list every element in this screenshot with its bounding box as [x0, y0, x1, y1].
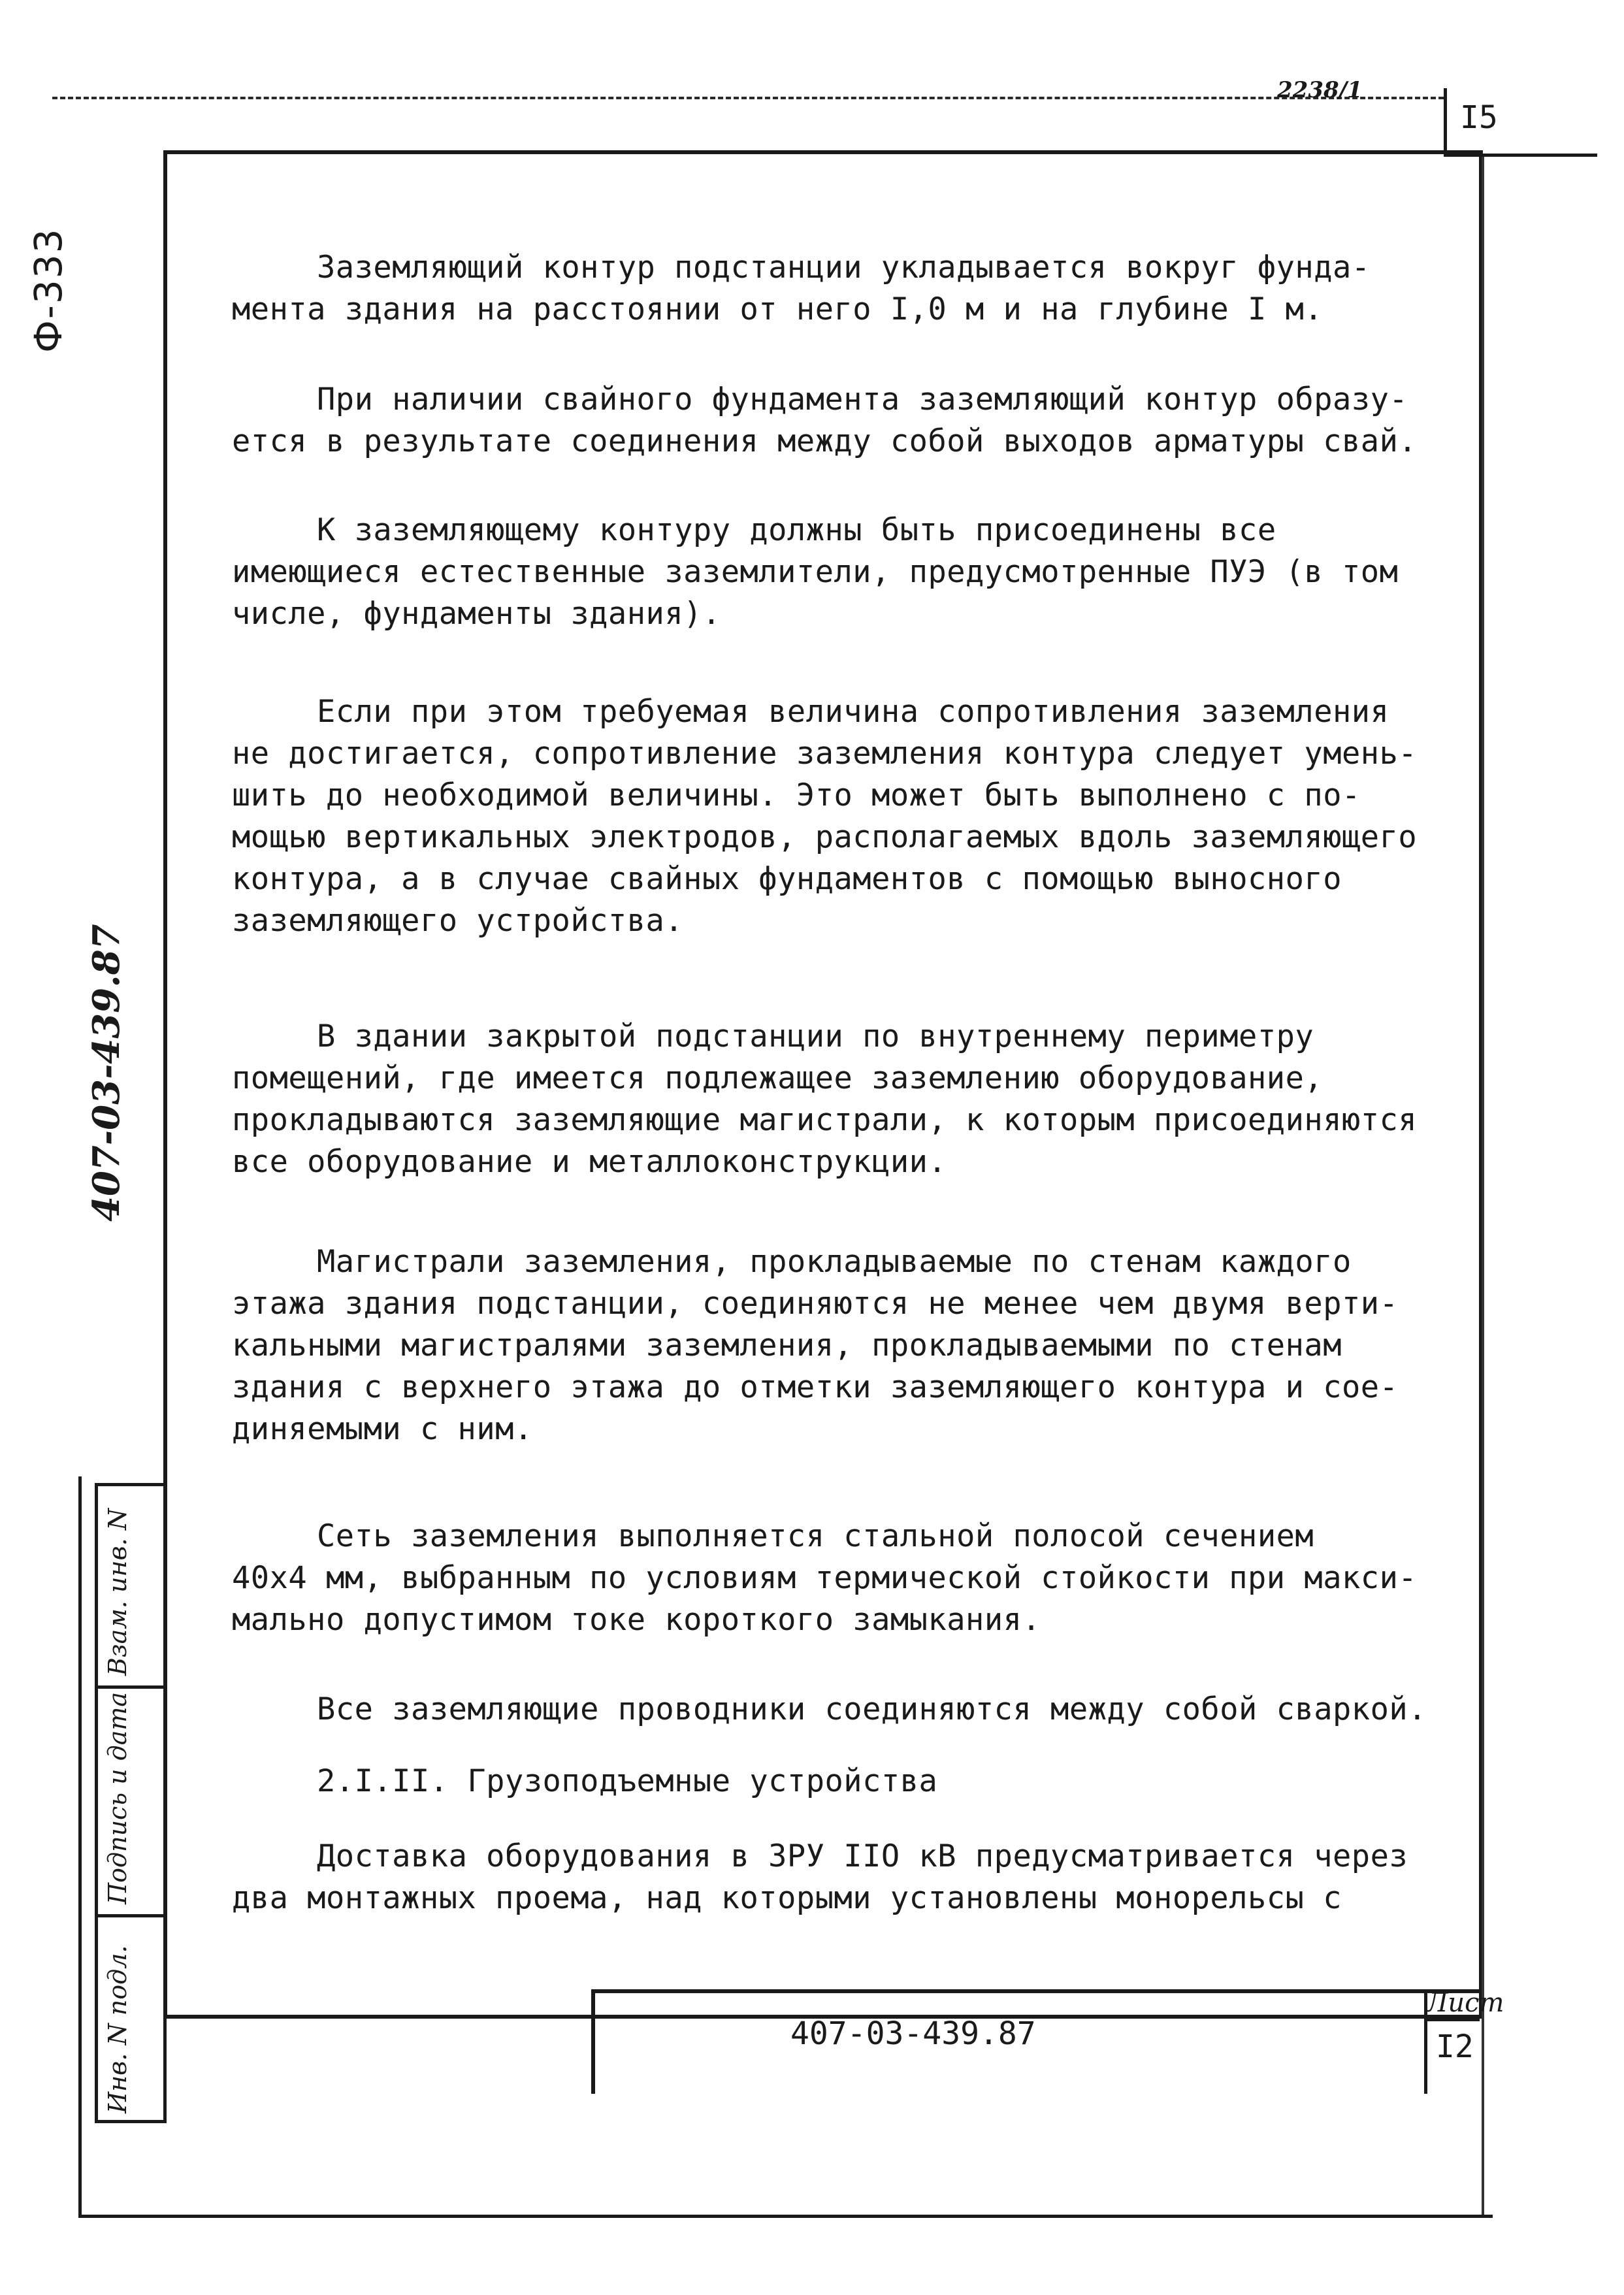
paragraph: При наличии свайного фундамента заземляющий контур образу- ется в результате соединения между собой выходов арматуры свай. [232, 382, 1418, 459]
section-heading: 2.I.II. Грузоподъемные устройства [317, 1763, 938, 1799]
sheet-number: I2 [1436, 2028, 1474, 2065]
side-document-number: 407-03-439.87 [85, 924, 128, 1222]
strip-divider [95, 1914, 167, 1917]
paragraph: Если при этом требуемая величина сопротивления заземления не достигается, сопротивление заземления контура следует умень- шить до необходимой величины. Это может быть выполнено с по- мощью вертикальных электродов, располагаемых вдоль заземляющего контура, а в случае свайных фундаментов с помощью выносного заземляющего устройства. [232, 694, 1418, 939]
paragraph: В здании закрытой подстанции по внутреннему периметру помещений, где имеется подлежащее заземлению оборудование, прокладываются заземляющие магистрали, к которым присоединяются все оборудование и металлоконструкции. [232, 1018, 1418, 1180]
paragraph: Магистрали заземления, прокладываемые по стенам каждого этажа здания подстанции, соединяются не менее чем двумя верти- кальными магистралями заземления, прокладываемыми по стенам здания с верхнего этажа до отметки заземляющего контура и сое- диняемыми с ним. [232, 1244, 1399, 1447]
paragraph: Все заземляющие проводники соединяются между собой сваркой. [317, 1691, 1427, 1727]
archive-stamp-number: 2238/1 [1277, 77, 1363, 103]
document-code: 407-03-439.87 [790, 2015, 1036, 2052]
paragraph: Доставка оборудования в ЗРУ IIO кВ предусматривается через два монтажных проема, над которыми установлены монорельсы с [232, 1838, 1408, 1916]
strip-divider [95, 1685, 167, 1689]
format-code: Ф-333 [26, 227, 71, 353]
paragraph: Сеть заземления выполняется стальной полосой сечением 40х4 мм, выбранным по условиям термической стойкости при макси- мально допустимом токе короткого замыкания. [232, 1518, 1418, 1638]
sheet-divider [1424, 2019, 1480, 2021]
right-edge-line [1482, 157, 1484, 2215]
strip-label-replacement: Взам. инв. N [103, 1508, 132, 1676]
paragraph: Заземляющий контур подстанции укладывается вокруг фунда- мента здания на расстоянии от него I,0 м и на глубине I м. [232, 250, 1371, 327]
strip-label-inventory: Инв. N подл. [103, 1945, 132, 2113]
strip-label-signature: Подпись и дата [103, 1691, 132, 1904]
outer-left-border [78, 1476, 82, 2215]
top-border-line [52, 97, 1444, 99]
sheet-label: Лист [1426, 1988, 1504, 2018]
paragraph: К заземляющему контуру должны быть присоединены все имеющиеся естественные заземлители, предусмотренные ПУЭ (в том числе, фундаменты здания). [232, 512, 1399, 632]
page-number: I5 [1460, 99, 1498, 136]
outer-bottom-border [78, 2215, 1493, 2218]
